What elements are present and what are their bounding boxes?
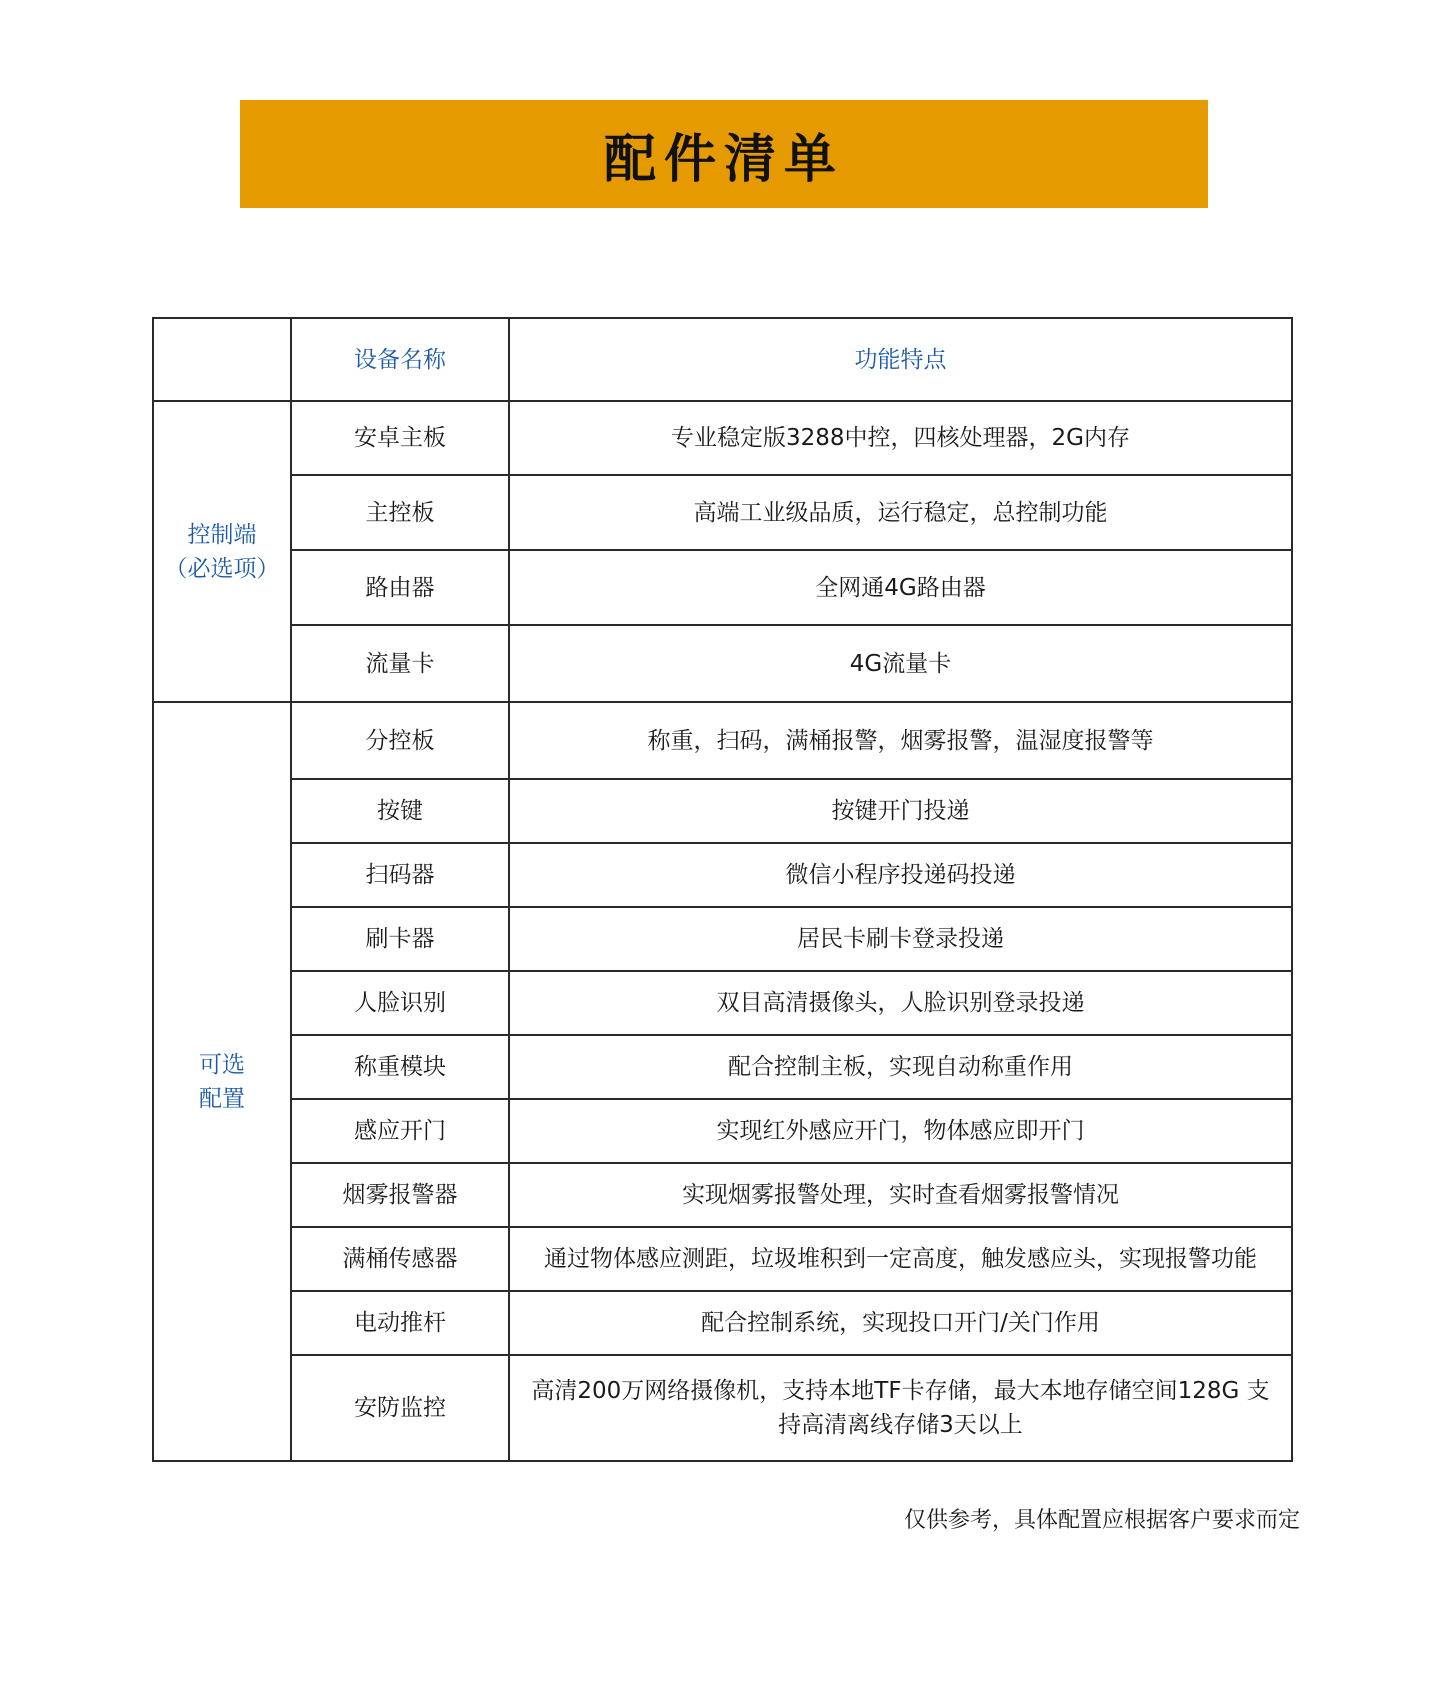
device-name-cell: 安卓主板 [291,401,509,475]
feature-cell: 配合控制主板，实现自动称重作用 [509,1035,1292,1099]
feature-cell: 专业稳定版3288中控，四核处理器，2G内存 [509,401,1292,475]
device-name-cell: 人脸识别 [291,971,509,1035]
table-header-row [153,318,1292,401]
table-row [153,907,1292,971]
group-label-optional [153,702,291,1461]
table-row [153,475,1292,550]
feature-header: 功能特点 [509,318,1292,401]
table-row [153,1227,1292,1291]
device-name-cell: 感应开门 [291,1099,509,1163]
device-name-cell: 扫码器 [291,843,509,907]
table-row [153,779,1292,843]
feature-cell: 4G流量卡 [509,625,1292,702]
table-row [153,843,1292,907]
table-row [153,401,1292,475]
device-name-cell: 安防监控 [291,1355,509,1461]
feature-cell: 高清200万网络摄像机，支持本地TF卡存储，最大本地存储空间128G 支持高清离线存储3天以上 [509,1355,1292,1461]
table-row [153,625,1292,702]
device-name-cell: 烟雾报警器 [291,1163,509,1227]
feature-cell: 高端工业级品质，运行稳定，总控制功能 [509,475,1292,550]
table-row [153,702,1292,779]
table-row [153,1035,1292,1099]
feature-cell: 称重，扫码，满桶报警，烟雾报警，温湿度报警等 [509,702,1292,779]
footnote: 仅供参考，具体配置应根据客户要求而定 [903,1508,1300,1533]
feature-cell: 居民卡刷卡登录投递 [509,907,1292,971]
device-name-cell: 电动推杆 [291,1291,509,1355]
table-row [153,1099,1292,1163]
group-label-line: 控制端 [187,521,257,548]
feature-cell: 全网通4G路由器 [509,550,1292,625]
feature-cell: 微信小程序投递码投递 [509,843,1292,907]
device-name-cell: 分控板 [291,702,509,779]
table-row [153,550,1292,625]
feature-cell: 实现烟雾报警处理，实时查看烟雾报警情况 [509,1163,1292,1227]
feature-cell: 实现红外感应开门，物体感应即开门 [509,1099,1292,1163]
device-name-header: 设备名称 [291,318,509,401]
feature-cell: 通过物体感应测距，垃圾堆积到一定高度，触发感应头，实现报警功能 [509,1227,1292,1291]
table-row [153,1163,1292,1227]
device-name-cell: 按键 [291,779,509,843]
device-name-cell: 称重模块 [291,1035,509,1099]
page-title: 配件清单 [603,129,844,190]
feature-cell: 配合控制系统，实现投口开门/关门作用 [509,1291,1292,1355]
device-name-cell: 满桶传感器 [291,1227,509,1291]
feature-cell: 双目高清摄像头，人脸识别登录投递 [509,971,1292,1035]
table-row [153,1291,1292,1355]
group-label-line: （必选项） [164,555,280,582]
title-banner [240,100,1208,208]
table-row [153,1355,1292,1461]
group-label-line: 配置 [199,1085,245,1112]
feature-cell: 按键开门投递 [509,779,1292,843]
group-label-control [153,401,291,702]
group-header [153,318,291,401]
device-name-cell: 刷卡器 [291,907,509,971]
device-name-cell: 流量卡 [291,625,509,702]
device-name-cell: 主控板 [291,475,509,550]
table-row [153,971,1292,1035]
accessory-table [152,317,1293,1462]
group-label-line: 可选 [199,1051,245,1078]
device-name-cell: 路由器 [291,550,509,625]
